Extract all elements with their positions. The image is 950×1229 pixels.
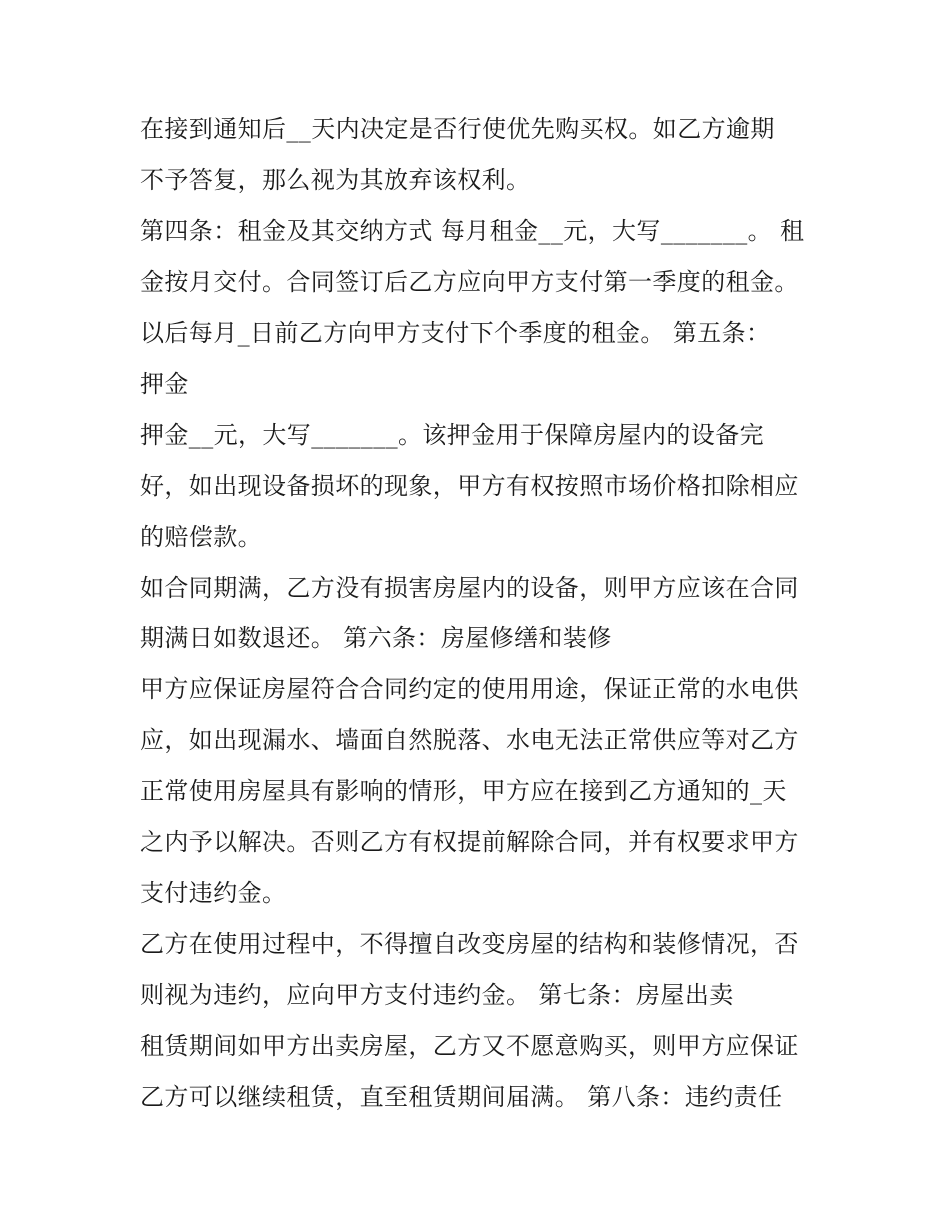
text-line: 押金 bbox=[140, 370, 189, 398]
text-line: 的赔偿款。 bbox=[140, 523, 262, 551]
text-line: 则视为违约，应向甲方支付违约金。 第七条：房屋出卖 bbox=[140, 981, 734, 1009]
text-line: 押金__元，大写_______。该押金用于保障房屋内的设备完 bbox=[140, 421, 764, 449]
text-line: 以后每月_日前乙方向甲方支付下个季度的租金。 第五条： bbox=[140, 319, 771, 347]
text-line: 期满日如数退还。 第六条：房屋修缮和装修 bbox=[140, 624, 612, 652]
text-line: 好，如出现设备损坏的现象，甲方有权按照市场价格扣除相应 bbox=[140, 472, 799, 500]
text-line: 应，如出现漏水、墙面自然脱落、水电无法正常供应等对乙方 bbox=[140, 726, 799, 754]
text-line: 正常使用房屋具有影响的情形，甲方应在接到乙方通知的_天 bbox=[140, 777, 787, 805]
text-line: 甲方应保证房屋符合合同约定的使用用途，保证正常的水电供 bbox=[140, 675, 799, 703]
text-line: 第四条：租金及其交纳方式 每月租金__元，大写_______。 租 bbox=[140, 217, 805, 245]
text-line: 支付违约金。 bbox=[140, 879, 287, 907]
text-line: 在接到通知后__天内决定是否行使优先购买权。如乙方逾期 bbox=[140, 115, 775, 143]
text-line: 之内予以解决。否则乙方有权提前解除合同，并有权要求甲方 bbox=[140, 828, 799, 856]
text-line: 不予答复，那么视为其放弃该权利。 bbox=[140, 166, 531, 194]
text-line: 乙方可以继续租赁，直至租赁期间届满。 第八条：违约责任 bbox=[140, 1083, 783, 1111]
text-line: 乙方在使用过程中，不得擅自改变房屋的结构和装修情况，否 bbox=[140, 930, 799, 958]
text-line: 如合同期满，乙方没有损害房屋内的设备，则甲方应该在合同 bbox=[140, 574, 799, 602]
text-line: 金按月交付。合同签订后乙方应向甲方支付第一季度的租金。 bbox=[140, 268, 799, 296]
text-line: 租赁期间如甲方出卖房屋，乙方又不愿意购买，则甲方应保证 bbox=[140, 1032, 799, 1060]
